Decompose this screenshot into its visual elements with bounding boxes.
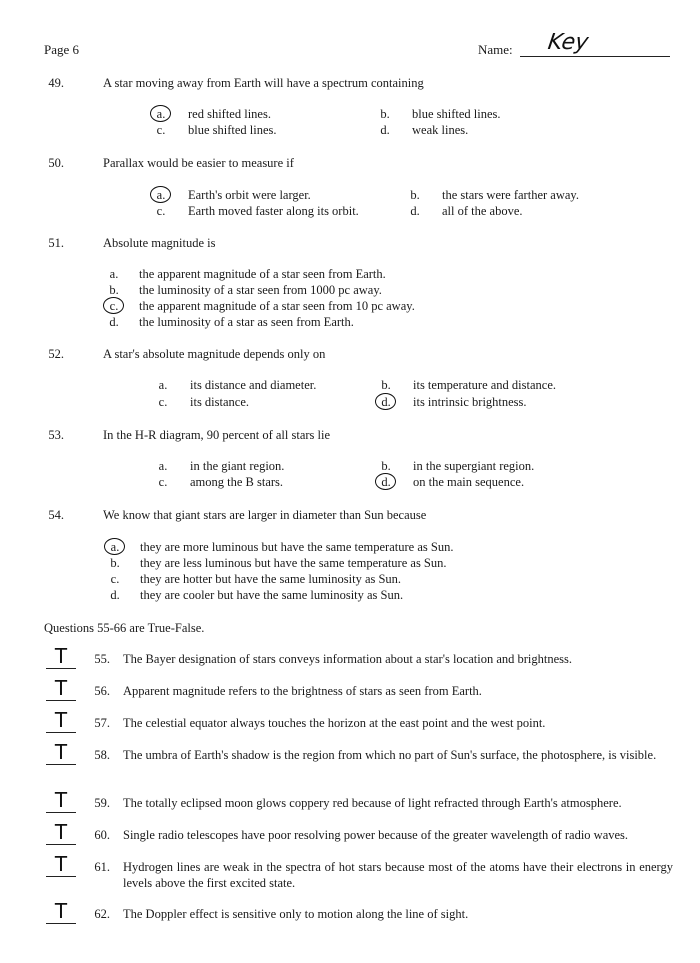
tf-statement: Apparent magnitude refers to the brightness of stars as seen from Earth.: [123, 684, 482, 698]
tf-handwritten-answer: T: [54, 708, 68, 732]
choice-text: the luminosity of a star seen from 1000 pc away.: [139, 283, 382, 297]
tf-handwritten-answer: T: [54, 820, 68, 844]
choice-text: its intrinsic brightness.: [413, 395, 527, 409]
choice-letter: d.: [380, 123, 390, 137]
tf-number: 61.: [94, 860, 110, 874]
choice-text: weak lines.: [412, 123, 469, 137]
choice-letter: a.: [158, 378, 168, 392]
question-52-stem: A star's absolute magnitude depends only on: [103, 347, 326, 361]
tf-number: 57.: [94, 716, 110, 730]
choice-letter: d.: [410, 204, 420, 218]
choice-letter: d.: [109, 315, 119, 329]
choice-text: red shifted lines.: [188, 107, 271, 121]
tf-statement: The celestial equator always touches the horizon at the east point and the west point.: [123, 716, 546, 730]
choice-letter: d.: [110, 588, 120, 602]
choice-letter: c.: [156, 204, 166, 218]
choice-text: they are hotter but have the same luminosity as Sun.: [140, 572, 402, 586]
choice-letter: a.: [156, 107, 166, 121]
choice-text: Earth moved faster along its orbit.: [188, 204, 359, 218]
choice-letter: a.: [156, 188, 166, 202]
tf-number: 62.: [94, 907, 110, 921]
question-51-number: 51.: [48, 236, 64, 250]
choice-text: all of the above.: [442, 204, 523, 218]
choice-text: they are less luminous but have the same temperature as Sun.: [140, 556, 447, 570]
tf-answer-line: [46, 844, 76, 845]
choice-text: the apparent magnitude of a star seen from 10 pc away.: [139, 299, 415, 313]
choice-text: in the giant region.: [190, 459, 285, 473]
tf-number: 60.: [94, 828, 110, 842]
question-51-stem: Absolute magnitude is: [103, 236, 216, 250]
choice-letter: c.: [158, 475, 168, 489]
tf-statement: The Doppler effect is sensitive only to motion along the line of sight.: [123, 907, 469, 921]
choice-letter: a.: [109, 267, 119, 281]
choice-text: its distance.: [190, 395, 250, 409]
tf-handwritten-answer: T: [54, 740, 68, 764]
tf-number: 58.: [94, 748, 110, 762]
tf-answer-line: [46, 764, 76, 765]
choice-letter: b.: [110, 556, 120, 570]
tf-answer-line: [46, 700, 76, 701]
name-line: [520, 56, 670, 57]
choice-letter: a.: [158, 459, 168, 473]
choice-text: they are cooler but have the same luminosity as Sun.: [140, 588, 404, 602]
tf-statement: Hydrogen lines are weak in the spectra of hot stars because most of the atoms have their electrons in energy levels above the first excited state.: [123, 860, 673, 890]
tf-answer-line: [46, 923, 76, 924]
choice-letter: b.: [410, 188, 420, 202]
question-52-number: 52.: [48, 347, 64, 361]
question-54-number: 54.: [48, 508, 64, 522]
tf-number: 56.: [94, 684, 110, 698]
choice-text: its temperature and distance.: [413, 378, 556, 392]
name-label: Name:: [478, 42, 513, 57]
choice-text: Earth's orbit were larger.: [188, 188, 311, 202]
choice-text: they are more luminous but have the same temperature as Sun.: [140, 540, 454, 554]
choice-letter: c.: [110, 572, 120, 586]
tf-statement: The umbra of Earth's shadow is the region from which no part of Sun's surface, the photosphere, is visible.: [123, 748, 657, 762]
tf-answer-line: [46, 876, 76, 877]
question-53-stem: In the H-R diagram, 90 percent of all stars lie: [103, 428, 331, 442]
choice-letter: d.: [381, 395, 391, 409]
tf-intro: Questions 55-66 are True-False.: [44, 621, 205, 635]
tf-number: 55.: [94, 652, 110, 666]
choice-letter: b.: [380, 107, 390, 121]
tf-handwritten-answer: T: [54, 676, 68, 700]
tf-answer-line: [46, 812, 76, 813]
choice-letter: a.: [110, 540, 120, 554]
choice-text: the stars were farther away.: [442, 188, 579, 202]
tf-handwritten-answer: T: [54, 788, 68, 812]
choice-letter: b.: [381, 378, 391, 392]
choice-letter: b.: [381, 459, 391, 473]
question-50-number: 50.: [48, 156, 64, 170]
choice-text: its distance and diameter.: [190, 378, 317, 392]
choice-letter: d.: [381, 475, 391, 489]
choice-text: the luminosity of a star as seen from Earth.: [139, 315, 354, 329]
choice-text: blue shifted lines.: [412, 107, 501, 121]
tf-statement: The totally eclipsed moon glows coppery red because of light refracted through Earth's atmosphere.: [123, 796, 622, 810]
question-50-stem: Parallax would be easier to measure if: [103, 156, 294, 170]
choice-letter: c.: [156, 123, 166, 137]
choice-text: the apparent magnitude of a star seen from Earth.: [139, 267, 386, 281]
tf-answer-line: [46, 668, 76, 669]
page-label: Page 6: [44, 42, 80, 57]
question-49-number: 49.: [48, 76, 64, 90]
choice-text: in the supergiant region.: [413, 459, 535, 473]
tf-handwritten-answer: T: [54, 899, 68, 923]
tf-answer-line: [46, 732, 76, 733]
tf-statement: The Bayer designation of stars conveys information about a star's location and brightness.: [123, 652, 573, 666]
tf-number: 59.: [94, 796, 110, 810]
question-53-number: 53.: [48, 428, 64, 442]
question-49-stem: A star moving away from Earth will have a spectrum containing: [103, 76, 424, 90]
name-handwritten: Key: [546, 30, 590, 55]
question-54-stem: We know that giant stars are larger in diameter than Sun because: [103, 508, 427, 522]
tf-handwritten-answer: T: [54, 644, 68, 668]
choice-letter: c.: [158, 395, 168, 409]
choice-text: blue shifted lines.: [188, 123, 277, 137]
choice-text: on the main sequence.: [413, 475, 525, 489]
choice-text: among the B stars.: [190, 475, 284, 489]
tf-handwritten-answer: T: [54, 852, 68, 876]
choice-letter: b.: [109, 283, 119, 297]
tf-statement: Single radio telescopes have poor resolving power because of the greater wavelength of radio waves.: [123, 828, 629, 842]
choice-letter: c.: [109, 299, 119, 313]
